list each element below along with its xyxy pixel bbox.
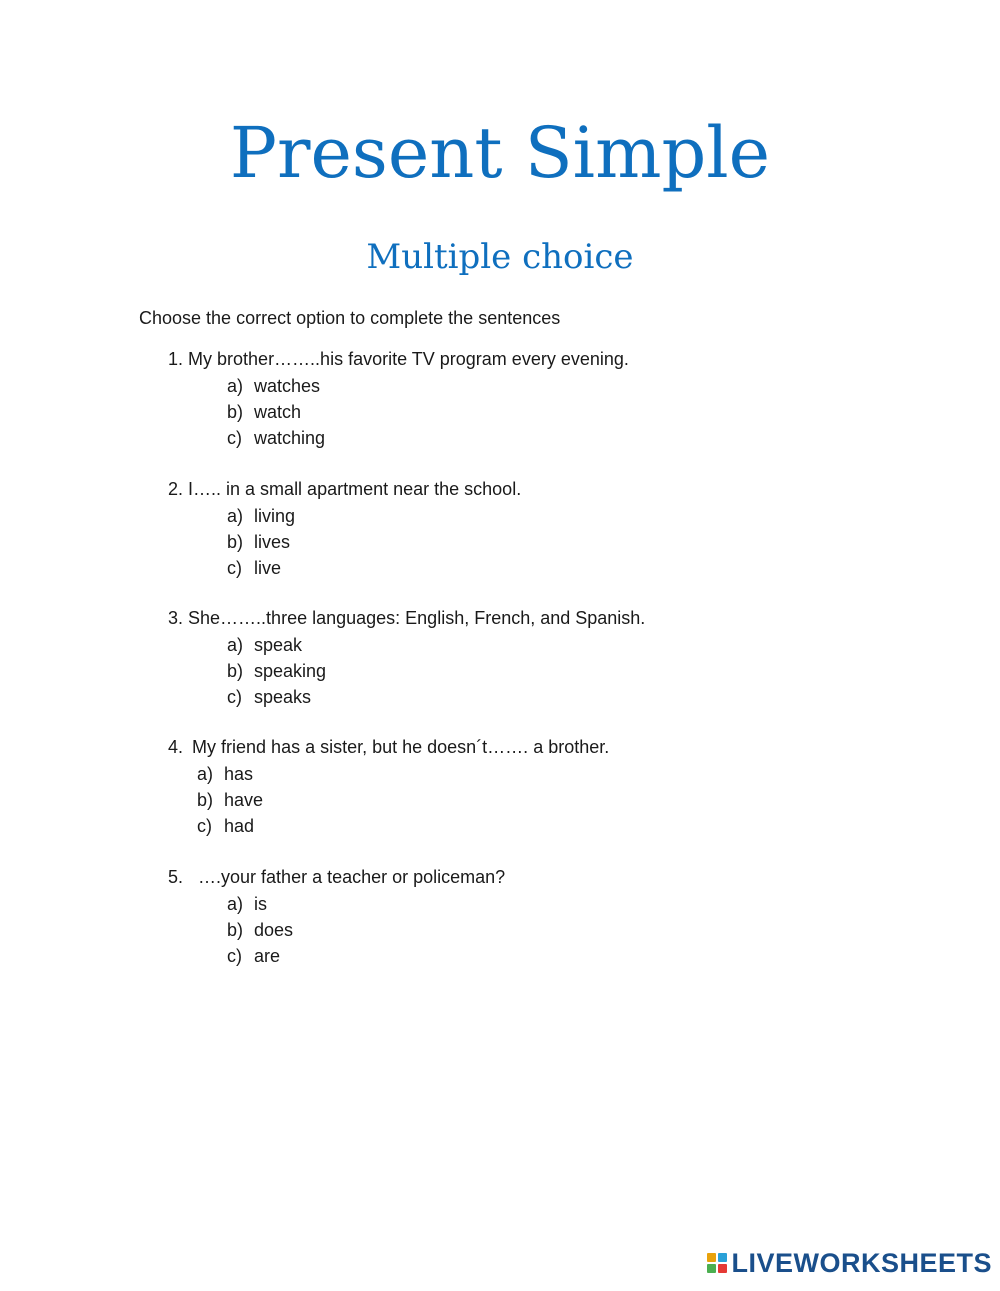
question-5-text: ….your father a teacher or policeman?	[198, 867, 506, 887]
question-5-option-a[interactable]: a) is	[227, 894, 267, 914]
question-4-text: My friend has a sister, but he doesn´t……. a brother.	[192, 737, 610, 757]
question-5-option-b[interactable]: b) does	[227, 919, 294, 940]
question-4-number: 4.	[168, 737, 184, 757]
question-1-number: 1.	[168, 349, 184, 369]
question-2-option-b[interactable]: b) lives	[227, 531, 291, 552]
brand-name: LIVEWORKSHEETS	[731, 1247, 992, 1278]
question-2-options	[227, 504, 295, 581]
question-4-prompt	[168, 737, 609, 759]
question-4-option-b[interactable]: b) have	[197, 789, 264, 810]
liveworksheets-brand	[707, 1247, 992, 1279]
question-3-prompt	[168, 608, 645, 630]
question-4-options	[197, 762, 263, 839]
question-3-text: She……..three languages: English, French, and Spanish.	[188, 608, 646, 628]
question-2-option-a[interactable]: a) living	[227, 506, 296, 526]
question-5-prompt	[168, 867, 505, 889]
question-3-option-b[interactable]: b) speaking	[227, 660, 327, 681]
question-3-number: 3.	[168, 608, 184, 628]
question-5-number: 5.	[168, 867, 184, 887]
question-2-number: 2.	[168, 479, 184, 499]
question-1-text: My brother……..his favorite TV program every evening.	[188, 349, 629, 369]
page-title: Present Simple	[229, 112, 771, 194]
question-1-options	[227, 374, 325, 451]
question-2-option-c[interactable]: c) live	[227, 557, 282, 578]
question-1-option-a[interactable]: a) watches	[227, 376, 321, 396]
question-3-option-a[interactable]: a) speak	[227, 635, 303, 655]
question-3-options	[227, 633, 326, 710]
question-2-text: I….. in a small apartment near the school.	[188, 479, 522, 499]
instructions-text: Choose the correct option to complete the sentences	[139, 308, 561, 328]
question-1-option-c[interactable]: c) watching	[227, 427, 326, 448]
page-subtitle: Multiple choice	[366, 237, 634, 277]
question-5-options	[227, 892, 293, 969]
question-2-prompt	[168, 479, 521, 501]
liveworksheets-logo-icon	[707, 1253, 727, 1273]
question-3-option-c[interactable]: c) speaks	[227, 686, 312, 707]
question-5-option-c[interactable]: c) are	[227, 945, 281, 966]
question-4-option-c[interactable]: c) had	[197, 815, 255, 836]
question-1-prompt	[168, 349, 629, 371]
question-1-option-b[interactable]: b) watch	[227, 401, 302, 422]
question-4-option-a[interactable]: a) has	[197, 764, 254, 784]
